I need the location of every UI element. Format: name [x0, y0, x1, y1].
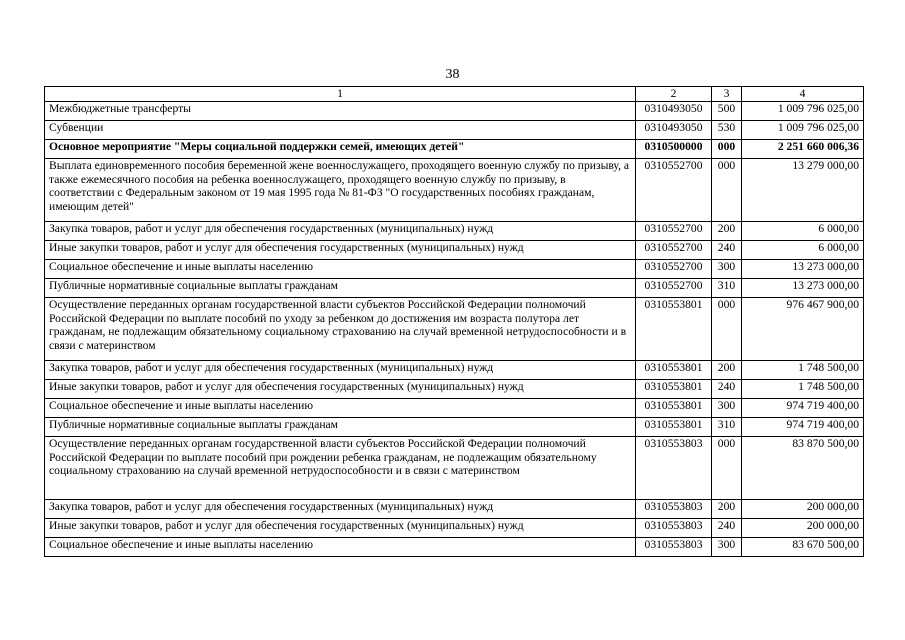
table-row: [45, 279, 864, 298]
row-type-cell: 200: [712, 500, 742, 519]
row-type-cell: 000: [712, 298, 742, 361]
row-amount-cell: 1 748 500,00: [742, 380, 864, 399]
row-name-cell: Субвенции: [45, 121, 636, 140]
row-name-cell: Социальное обеспечение и иные выплаты населению: [45, 538, 636, 557]
row-name-cell: Публичные нормативные социальные выплаты гражданам: [45, 418, 636, 437]
row-amount-cell: 83 670 500,00: [742, 538, 864, 557]
table-row: [45, 538, 864, 557]
row-code-cell: 0310553801: [636, 380, 712, 399]
row-code-cell: 0310493050: [636, 121, 712, 140]
row-type-cell: 300: [712, 399, 742, 418]
table-row: [45, 140, 864, 159]
row-name-cell: Осуществление переданных органам государственной власти субъектов Российской Федерации полномочий Российской Федерации по выплате пособий по уходу за ребенком до достижения им возраста полутора лет гражданам, не подлежащим обязательному социальному страхованию на случай временной нетрудоспособности и в связи с материнством: [45, 298, 636, 361]
row-name-cell: Межбюджетные трансферты: [45, 102, 636, 121]
row-code-cell: 0310553801: [636, 298, 712, 361]
table-row: [45, 121, 864, 140]
row-code-cell: 0310553801: [636, 418, 712, 437]
budget-table: [44, 86, 864, 557]
row-amount-cell: 1 009 796 025,00: [742, 102, 864, 121]
row-type-cell: 200: [712, 222, 742, 241]
row-code-cell: 0310553803: [636, 538, 712, 557]
table-row: [45, 437, 864, 500]
row-code-cell: 0310553803: [636, 437, 712, 500]
row-amount-cell: 974 719 400,00: [742, 418, 864, 437]
row-amount-cell: 2 251 660 006,36: [742, 140, 864, 159]
row-type-cell: 310: [712, 279, 742, 298]
table-row: [45, 380, 864, 399]
row-amount-cell: 13 273 000,00: [742, 279, 864, 298]
table-row: [45, 361, 864, 380]
row-code-cell: 0310552700: [636, 241, 712, 260]
row-name-cell: Осуществление переданных органам государственной власти субъектов Российской Федерации полномочий Российской Федерации по выплате пособий при рождении ребенка гражданам, не подлежащим обязательному социальному страхованию на случай временной нетрудоспособности и в связи с материнством: [45, 437, 636, 500]
row-amount-cell: 83 870 500,00: [742, 437, 864, 500]
row-name-cell: Основное мероприятие "Меры социальной поддержки семей, имеющих детей": [45, 140, 636, 159]
row-amount-cell: 200 000,00: [742, 500, 864, 519]
row-type-cell: 530: [712, 121, 742, 140]
row-type-cell: 310: [712, 418, 742, 437]
column-header-4: 4: [742, 87, 864, 102]
column-header-row: [45, 87, 864, 102]
row-code-cell: 0310493050: [636, 102, 712, 121]
row-amount-cell: 13 273 000,00: [742, 260, 864, 279]
row-amount-cell: 200 000,00: [742, 519, 864, 538]
row-type-cell: 000: [712, 159, 742, 222]
table-row: [45, 399, 864, 418]
row-code-cell: 0310552700: [636, 222, 712, 241]
row-amount-cell: 13 279 000,00: [742, 159, 864, 222]
row-code-cell: 0310553801: [636, 361, 712, 380]
row-type-cell: 000: [712, 140, 742, 159]
table-row: [45, 241, 864, 260]
row-name-cell: Публичные нормативные социальные выплаты гражданам: [45, 279, 636, 298]
row-code-cell: 0310553803: [636, 500, 712, 519]
column-header-2: 2: [636, 87, 712, 102]
row-type-cell: 000: [712, 437, 742, 500]
row-type-cell: 200: [712, 361, 742, 380]
page-number: 38: [445, 67, 460, 82]
row-name-cell: Иные закупки товаров, работ и услуг для обеспечения государственных (муниципальных) нужд: [45, 380, 636, 399]
row-type-cell: 240: [712, 519, 742, 538]
row-name-cell: Выплата единовременного пособия беременной жене военнослужащего, проходящего военную службу по призыву, а также ежемесячного пособия на ребенка военнослужащего, проходящего военную службу по призыву, в соответствии с Федеральным законом от 19 мая 1995 года № 81-ФЗ "О государственных пособиях гражданам, имеющим детей": [45, 159, 636, 222]
row-amount-cell: 1 009 796 025,00: [742, 121, 864, 140]
table-row: [45, 298, 864, 361]
column-header-3: 3: [712, 87, 742, 102]
row-name-cell: Социальное обеспечение и иные выплаты населению: [45, 399, 636, 418]
row-type-cell: 300: [712, 260, 742, 279]
table-row: [45, 222, 864, 241]
row-code-cell: 0310552700: [636, 279, 712, 298]
column-header-1: 1: [45, 87, 636, 102]
row-amount-cell: 976 467 900,00: [742, 298, 864, 361]
row-name-cell: Закупка товаров, работ и услуг для обеспечения государственных (муниципальных) нужд: [45, 500, 636, 519]
row-code-cell: 0310553801: [636, 399, 712, 418]
table-row: [45, 102, 864, 121]
table-row: [45, 418, 864, 437]
table-row: [45, 500, 864, 519]
row-name-cell: Закупка товаров, работ и услуг для обеспечения государственных (муниципальных) нужд: [45, 222, 636, 241]
row-code-cell: 0310552700: [636, 159, 712, 222]
row-type-cell: 300: [712, 538, 742, 557]
row-code-cell: 0310552700: [636, 260, 712, 279]
row-code-cell: 0310553803: [636, 519, 712, 538]
row-type-cell: 240: [712, 380, 742, 399]
row-amount-cell: 6 000,00: [742, 222, 864, 241]
row-name-cell: Иные закупки товаров, работ и услуг для обеспечения государственных (муниципальных) нужд: [45, 519, 636, 538]
row-name-cell: Социальное обеспечение и иные выплаты населению: [45, 260, 636, 279]
row-code-cell: 0310500000: [636, 140, 712, 159]
table-row: [45, 159, 864, 222]
row-type-cell: 500: [712, 102, 742, 121]
table-row: [45, 519, 864, 538]
budget-table-body: [45, 87, 864, 557]
row-name-cell: Закупка товаров, работ и услуг для обеспечения государственных (муниципальных) нужд: [45, 361, 636, 380]
row-name-cell: Иные закупки товаров, работ и услуг для обеспечения государственных (муниципальных) нужд: [45, 241, 636, 260]
row-type-cell: 240: [712, 241, 742, 260]
row-amount-cell: 6 000,00: [742, 241, 864, 260]
table-row: [45, 260, 864, 279]
row-amount-cell: 974 719 400,00: [742, 399, 864, 418]
row-amount-cell: 1 748 500,00: [742, 361, 864, 380]
